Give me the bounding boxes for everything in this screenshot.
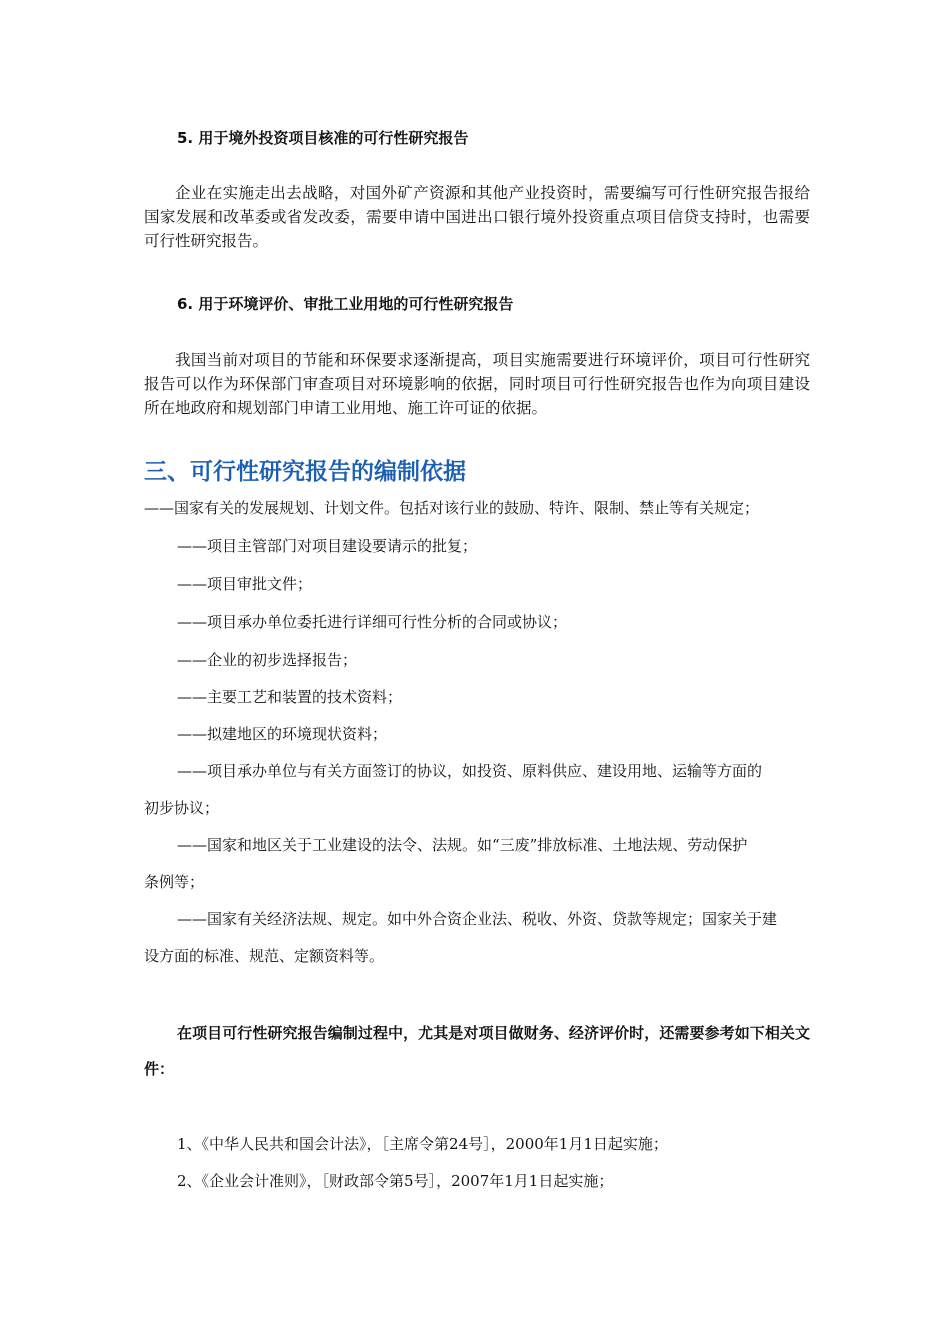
basis-item-9: ——国家和地区关于工业建设的法令、法规。如“三废”排放标准、土地法规、劳动保护 — [177, 836, 748, 854]
section-5-heading: 5. 用于境外投资项目核准的可行性研究报告 — [177, 129, 469, 147]
basis-item-2: ——项目主管部门对项目建设要请示的批复； — [177, 537, 478, 555]
basis-item-10: ——国家有关经济法规、规定。如中外合资企业法、税收、外资、贷款等规定；国家关于建 — [177, 910, 778, 928]
reference-item-2: 2、《企业会计准则》，［财政部令第5号］，2007年1月1日起实施； — [177, 1172, 614, 1190]
section-5-paragraph: 企业在实施走出去战略，对国外矿产资源和其他产业投资时，需要编写可行性研究报告报给国家发展和改革委或省发改委，需要申请中国进出口银行境外投资重点项目信贷支持时，也需要可行性研究报告。 — [144, 184, 810, 250]
section-6-paragraph: 我国当前对项目的节能和环保要求逐渐提高，项目实施需要进行环境评价，项目可行性研究报告可以作为环保部门审查项目对环境影响的依据，同时项目可行性研究报告也作为向项目建设所在地政府和规划部门申请工业用地、施工许可证的依据。 — [144, 351, 810, 417]
basis-item-3: ——项目审批文件； — [177, 575, 313, 593]
basis-item-1: ——国家有关的发展规划、计划文件。包括对该行业的鼓励、特许、限制、禁止等有关规定； — [144, 499, 760, 517]
basis-item-4: ——项目承办单位委托进行详细可行性分析的合同或协议； — [177, 613, 568, 631]
basis-item-9-cont: 条例等； — [144, 873, 205, 891]
section-6-heading: 6. 用于环境评价、审批工业用地的可行性研究报告 — [177, 295, 514, 313]
reference-note: 在项目可行性研究报告编制过程中，尤其是对项目做财务、经济评价时，还需要参考如下相关文件： — [144, 1024, 810, 1078]
reference-item-1: 1、《中华人民共和国会计法》，［主席令第24号］，2000年1月1日起实施； — [177, 1135, 668, 1153]
basis-item-5: ——企业的初步选择报告； — [177, 651, 358, 669]
basis-item-10-cont: 设方面的标准、规范、定额资料等。 — [144, 947, 385, 965]
section-3-title: 三、可行性研究报告的编制依据 — [144, 459, 466, 485]
basis-item-8-cont: 初步协议； — [144, 799, 220, 817]
basis-item-7: ——拟建地区的环境现状资料； — [177, 725, 388, 743]
basis-item-6: ——主要工艺和装置的技术资料； — [177, 688, 403, 706]
basis-item-8: ——项目承办单位与有关方面签订的协议，如投资、原料供应、建设用地、运输等方面的 — [177, 762, 763, 780]
